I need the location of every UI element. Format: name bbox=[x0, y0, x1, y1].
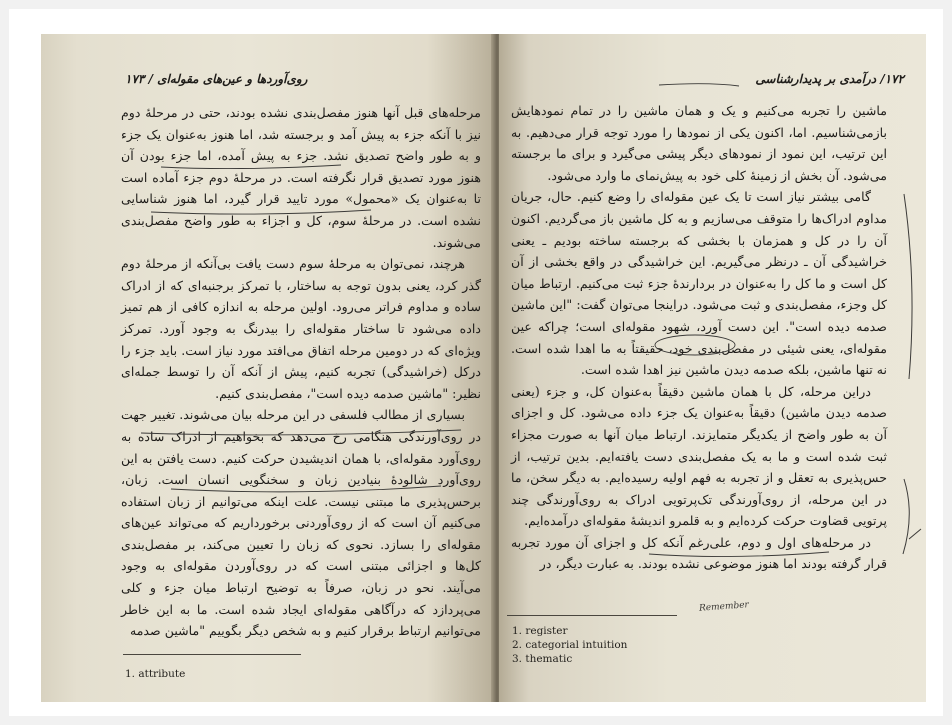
right-paragraph-2: گامی بیشتر نیاز است تا یک عین مقوله‌ای را وضع کنیم. حال، جریان مداوم ادراک‌ها را متوقف می‌سازیم و به کل ماشین باز می‌گردیم. اکنون آن را در کل و همزمان با بخشی که برجسته ساخته بودیم ـ یعنی خراشیدگی آن ـ درنظر می‌گیریم. این خراشیدگی در واقع بخشی از آن کل است و ما کل را به‌عنوان در بردارندهٔ جزء ثبت می‌کنیم. ارتباط میان کل وجزء، مفصل‌بندی و ثبت می‌شود. دراینجا می‌توان گفت: "این ماشین صدمه دیده است". این دست آورد، شهود مقوله‌ای است؛ چراکه عین مقوله‌ای، یعنی شیئی در مفصل‌بندی خود، حقیقتاً به ما اهدا شده است. نه تنها ماشین، بلکه صدمه دیدن ماشین نیز اهدا شده است. bbox=[511, 189, 887, 378]
left-footnote-1: 1. attribute bbox=[125, 668, 186, 680]
right-paragraph-1: ماشین را تجربه می‌کنیم و یک و همان ماشین را در تمام نمودهایش بازمی‌شناسیم. اما، اکنون یکی از نمودها را مورد توجه قرار می‌دهیم. به این ترتیب، این نمود از نمودهای دیگر پیشی می‌گیرد و برای ما برجسته می‌شود. آن بخش از زمینهٔ کلی خود به پیش‌نمای ما وارد می‌شود. bbox=[511, 103, 887, 183]
open-book bbox=[41, 34, 926, 702]
pen-underline-marks bbox=[41, 34, 495, 702]
left-page-header: روی‌آوردها و عین‌های مقوله‌ای / ۱۷۳ bbox=[125, 72, 308, 86]
right-paragraph-3: دراین مرحله، کل با همان ماشین دقیقاً به‌عنوان کل، و جزء (یعنی صدمه دیدن ماشین) دقیقاً به‌عنوان یک جزء داده می‌شود. کل و اجزای آن به طور واضح از یکدیگر متمایزند. ارتباط میان آنها به صورت مجزاء ثبت شده است و ما به یک مفصل‌بندی دست یافته‌ایم. بدین ترتیب، از حس‌پذیری به تعقل و از تجربه به فهم اولیه رسیده‌ایم. به دیگر سخن، ما در این مرحله، از روی‌آورندگی تک‌پرتویی ادراک به روی‌آورندگی چند پرتویی قضاوت حرکت کرده‌ایم و به قلمرو اندیشهٔ مقوله‌ای درآمده‌ایم. bbox=[511, 383, 887, 529]
photo-frame bbox=[9, 9, 943, 716]
right-footnote-2: 2. categorial intuition bbox=[512, 639, 628, 651]
right-page-header: ۱۷۲/ درآمدی بر پدیدارشناسی bbox=[755, 72, 904, 86]
right-paragraph-4: در مرحله‌های اول و دوم، علی‌رغم آنکه کل و اجزای آن مورد تجربه قرار گرفته بودند اما هنوز موضوعی نشده بودند. به عبارت دیگر، در bbox=[511, 534, 887, 572]
pen-bracket-marks bbox=[499, 34, 926, 702]
right-page bbox=[499, 34, 926, 702]
right-footnote-1: 1. register bbox=[512, 625, 568, 637]
left-paragraph-2: هرچند، نمی‌توان به مرحلهٔ سوم دست یافت بی‌آنکه از مرحلهٔ دوم گذر کرد، یعنی بدون توجه به ساختار، با تمرکز برجنبه‌ای که از ادراک ساده و مداوم فراتر می‌رود. اولین مرحله به اندازه کافی از هم تمیز داده می‌شود تا ساختار مقوله‌ای را بیدرنگ به وجود آورد. تمرکز ویژه‌ای که در دومین مرحله اتفاق می‌افتد مورد نیاز است. باید جزء را درکل (خراشیدگی) تجربه کنیم، پیش از آنکه آن را توسط جمله‌ای نظیر: "ماشین صدمه دیده است"، مفصل‌بندی کنیم. bbox=[121, 256, 481, 401]
left-paragraph-3: بسیاری از مطالب فلسفی در این مرحله بیان می‌شوند. تغییر جهت در روی‌آورندگی هنگامی رخ می‌دهد که بخواهیم از ادراک ساده به روی‌آورد مقوله‌ای، با همان اندیشیدن حرکت کنیم. دست یافتن به این روی‌آورد شالودهٔ بنیادین زبان و سخنگویی انسان است. زبان، برحس‌پذیری ما مبتنی نیست. علت اینکه می‌توانیم از زبان استفاده می‌کنیم آن است که از روی‌آوردنی برخورداریم که می‌تواند عین‌های مقوله‌ای را بسازد. نحوی که زبان را تعیین می‌کند، بر مفصل‌بندی کل‌ها و اجزائی مبتنی است که در روی‌آوردن مقوله‌ای به وجود می‌آیند. نحو در زبان، صرفاً به توضیح ارتباط میان جزء و کلی می‌پردازد که درآگاهی مقوله‌ای ایجاد شده است. ما به این خاطر می‌توانیم ارتباط برقرار کنیم و به شخص دیگر بگوییم "ماشین صدمه bbox=[121, 407, 481, 639]
left-paragraph-1: مرحله‌های قبل آنها هنوز مفصل‌بندی نشده بودند، حتی در مرحلهٔ دوم نیز با آنکه جزء به پیش آمد و برجسته شد، اما هنوز به‌عنوان یک جزء و به طور واضح تصدیق نشد. جزء به پیش آمده، اما جزء بودن آن هنوز مورد تصدیق قرار نگرفته است. در مرحلهٔ دوم جزء آماده است تا به‌عنوان یک «محمول» مورد تایید قرار گیرد، اما هنوز شناسایی نشده است. در مرحلهٔ سوم، کل و اجزاء به طور واضح مفصل‌بندی می‌شوند. bbox=[121, 105, 481, 250]
handwritten-margin-note: Remember bbox=[698, 600, 750, 614]
left-page bbox=[41, 34, 495, 702]
right-footnote-3: 3. thematic bbox=[512, 653, 573, 665]
